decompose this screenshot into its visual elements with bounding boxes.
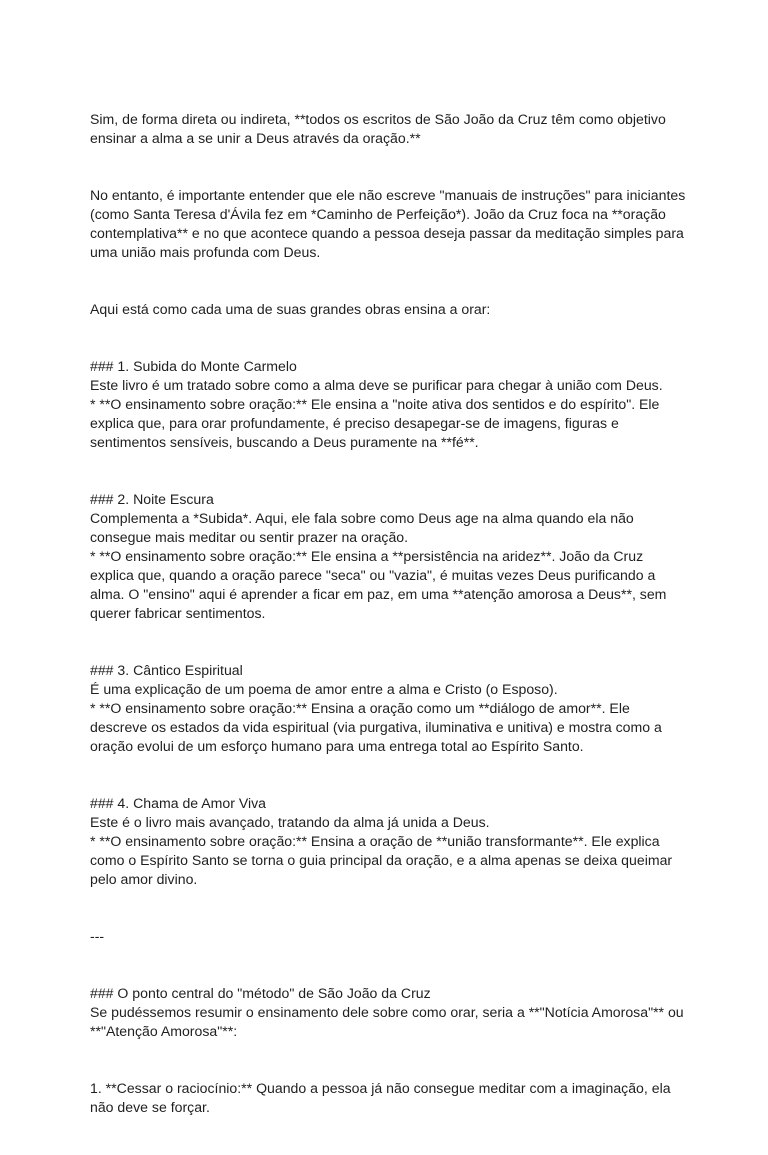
section-noite-escura: ### 2. Noite Escura Complementa a *Subida*. Aqui, ele fala sobre como Deus age na alma quando ela não consegue mais meditar ou sentir prazer na oração. * **O ensinamento sobre oração:** Ele ensina a **persistência na aridez**. João da Cruz explica que, quando a oração parece "seca" ou "vazia", é muitas vezes Deus purificando a alma. O "ensino" aqui é aprender a ficar em paz, em uma **atenção amorosa a Deus**, sem querer fabricar sentimentos. [90, 491, 667, 621]
paragraph-overview: Aqui está como cada uma de suas grandes obras ensina a orar: [90, 301, 491, 317]
section-cantico: ### 3. Cântico Espiritual É uma explicação de um poema de amor entre a alma e Cristo (o Esposo). * **O ensinamento sobre oração:** Ensina a oração como um **diálogo de amor**. Ele descreve os estados da vida espiritual (via purgativa, iluminativa e unitiva) e mostra como a oração evolui de um esforço humano para uma entrega total ao Espírito Santo. [90, 662, 662, 754]
list-item-1: 1. **Cessar o raciocínio:** Quando a pessoa já não consegue meditar com a imaginação, ela não deve se forçar. [90, 1080, 671, 1115]
document-body [90, 91, 690, 1155]
section-chama: ### 4. Chama de Amor Viva Este é o livro mais avançado, tratando da alma já unida a Deus. * **O ensinamento sobre oração:** Ensina a oração de **união transformante**. Ele explica como o Espírito Santo se torna o guia principal da oração, e a alma apenas se deixa queimar pelo amor divino. [90, 795, 673, 887]
section-subida: ### 1. Subida do Monte Carmelo Este livro é um tratado sobre como a alma deve se purificar para chegar à união com Deus. * **O ensinamento sobre oração:** Ele ensina a "noite ativa dos sentidos e do espírito". Ele explica que, para orar profundamente, é preciso desapegar-se de imagens, figuras e sentimentos sensíveis, buscando a Deus puramente na **fé**. [90, 358, 663, 450]
horizontal-rule-text: --- [90, 928, 105, 944]
paragraph-intro: Sim, de forma direta ou indireta, **todos os escritos de São João da Cruz têm como objetivo ensinar a alma a se unir a Deus através da oração.** [90, 111, 666, 146]
paragraph-context: No entanto, é importante entender que ele não escreve "manuais de instruções" para iniciantes (como Santa Teresa d'Ávila fez em *Caminho de Perfeição*). João da Cruz foca na **oração contemplativa** e no que acontece quando a pessoa deseja passar da meditação simples para uma união mais profunda com Deus. [90, 187, 686, 260]
section-ponto-central: ### O ponto central do "método" de São João da Cruz Se pudéssemos resumir o ensinamento dele sobre como orar, seria a **"Notícia Amorosa"** ou **"Atenção Amorosa"**: [90, 985, 684, 1039]
